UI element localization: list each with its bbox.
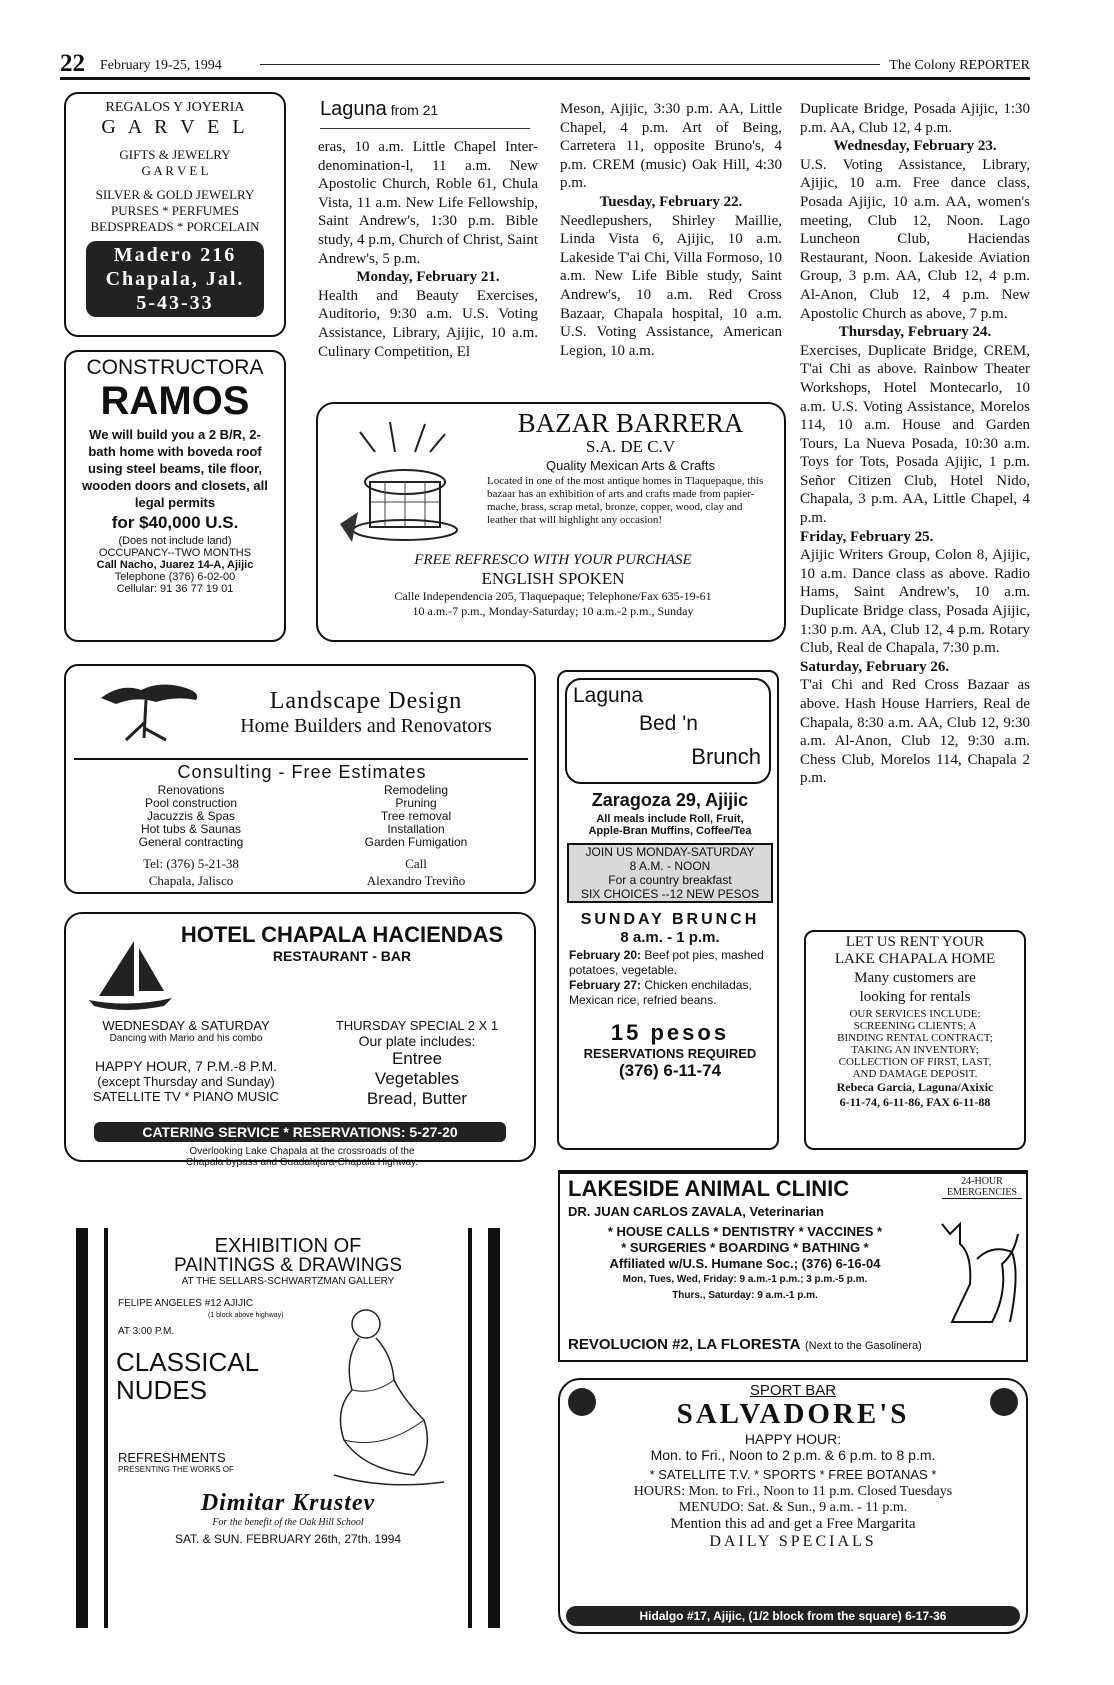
salvadore-line: Mention this ad and get a Free Margarita	[670, 1516, 916, 1532]
hotel-header	[146, 922, 538, 964]
bazar-title-block	[483, 408, 778, 527]
exhibit-right-thin	[468, 1228, 472, 1628]
garvel-address	[86, 241, 264, 317]
rent-line: AND DAMAGE DEPOSIT.	[852, 1068, 978, 1080]
header-rule	[260, 64, 880, 65]
landscape-left-list	[106, 784, 276, 887]
exhibit-line: For the benefit of the Oak Hill School	[212, 1517, 364, 1528]
exhibit-dates: SAT. & SUN. FEBRUARY 26th, 27th. 1994	[174, 1532, 402, 1546]
brunch-includes: Apple-Bran Muffins, Coffee/Tea	[588, 825, 752, 837]
exhibition-ad	[76, 1228, 500, 1638]
garvel-phone: 5-43-33	[136, 292, 214, 314]
day-heading: Friday, February 25.	[800, 528, 934, 545]
hotel-left	[76, 1018, 296, 1104]
header-bar	[60, 77, 1030, 80]
column-text: Duplicate Bridge, Posada Ajijic, 1:30 p.m. AA, Club 12, 4 p.m.	[800, 101, 1030, 136]
service-item: Tree removal	[380, 809, 452, 823]
brunch-title: Bed 'n	[639, 712, 698, 735]
rent-line: Many customers are	[854, 970, 976, 986]
menu-date: February 20:	[569, 948, 642, 962]
clinic-next: (Next to the Gasolinera)	[804, 1340, 922, 1352]
clinic-name: LAKESIDE ANIMAL CLINIC	[568, 1176, 850, 1201]
column-text: Health and Beauty Exercises, Auditorio, 9:30 a.m. U.S. Voting Assistance, Library, Ajijic, 10 a.m. Culinary Competition, El	[318, 287, 538, 360]
ramos-line: Call Nacho, Juarez 14-A, Ajijic	[96, 559, 254, 571]
day-heading: Saturday, February 26.	[800, 658, 950, 675]
rent-line: SCREENING CLIENTS; A	[853, 1020, 977, 1032]
exhibit-line: PAINTINGS & DRAWINGS	[173, 1255, 403, 1276]
sunday-brunch: SUNDAY BRUNCH	[580, 911, 760, 928]
tree-icon	[96, 678, 206, 748]
menu-text: Beef pot pies, mashed potatoes, vegetable.	[569, 948, 764, 977]
salvadore-dot-right	[990, 1388, 1018, 1416]
column-text: Exercises, Duplicate Bridge, CREM, T'ai Chi as above. Rainbow Theater Workshops, Hotel Montecarlo, 10 a.m. U.S. Voting Assistance, Morelos 114, 10 a.m. House and Garden Tours, La Nueva Posada, 10:30 a.m. Toys for Tots, Posada Ajijic, 1 p.m. Señor Citizen Club, Hotel Nido, Chapala, 3 p.m. AA, Little Chapel, 4 p.m.	[800, 342, 1030, 527]
exhibit-left-thin	[104, 1228, 108, 1628]
cat-dog-illustration	[932, 1204, 1024, 1326]
landscape-title	[216, 688, 516, 738]
exhibit-right-bar	[488, 1228, 500, 1628]
landscape-builders: Home Builders and Renovators	[240, 715, 492, 737]
column-2-heading	[320, 98, 520, 124]
hotel-sub: RESTAURANT - BAR	[272, 948, 412, 964]
column-text: eras, 10 a.m. Little Chapel Inter-denomination-l, 11 a.m. New Apostolic Church, Roble 61, Chula Vista, 11 a.m. New Life Fellowship, Saint Andrew's, 1:30 p.m. Bible study, 4 p.m, Church of Christ, Saint Andrew's, 5 p.m.	[318, 139, 538, 267]
exhibit-line: NUDES	[116, 1375, 208, 1405]
rent-line: Rebeca Garcia, Laguna/Axixic	[836, 1080, 994, 1094]
clinic-emergency	[942, 1176, 1022, 1199]
brunch-title-box	[565, 678, 771, 784]
page-number: 22	[60, 50, 85, 77]
ramos-ad	[64, 350, 286, 642]
service-item: Pruning	[395, 796, 437, 810]
daily-specials: DAILY SPECIALS	[709, 1533, 877, 1550]
rent-line: TAKING AN INVENTORY;	[851, 1044, 979, 1056]
clinic-services	[560, 1224, 930, 1304]
hotel-line: Bread, Butter	[366, 1089, 468, 1108]
landscape-design: Landscape Design	[269, 688, 463, 714]
brunch-price: 15 pesos	[610, 1020, 730, 1045]
salvadore-line: MENUDO: Sat. & Sun., 9 a.m. - 11 p.m.	[678, 1500, 908, 1515]
clinic-line: Affiliated w/U.S. Humane Soc.; (376) 6-16-04	[609, 1256, 881, 1271]
salvadore-name: SALVADORE'S	[676, 1398, 910, 1430]
bazar-barrera-ad	[316, 402, 786, 642]
landscape-tel: Tel: (376) 5-21-38	[143, 856, 239, 871]
column-text: Meson, Ajijic, 3:30 p.m. AA, Little Chapel, 4 p.m. Art of Being, Carretera 11, opposite Bruno's, 4 p.m. CREM (music) Oak Hill, 4:30 p.m.	[560, 101, 782, 192]
brunch-title: Brunch	[691, 744, 761, 769]
service-item: Renovations	[157, 783, 225, 797]
brunch-address: Zaragoza 29, Ajijic	[591, 790, 749, 810]
exhibit-artist-block	[116, 1490, 460, 1546]
fountain-illustration	[330, 412, 480, 552]
exhibit-location	[118, 1298, 318, 1338]
exhibit-title-block	[116, 1348, 316, 1404]
join-line: SIX CHOICES --12 NEW PESOS	[580, 887, 760, 901]
hotel-line: Overlooking Lake Chapala at the crossroads of the	[189, 1146, 415, 1157]
laguna-title: Laguna	[320, 98, 387, 120]
ramos-line: (Does not include land)	[118, 535, 232, 547]
ramos-title: RAMOS	[100, 379, 250, 423]
salvadore-line: Mon. to Fri., Noon to 2 p.m. & 6 p.m. to 8 p.m.	[650, 1447, 936, 1463]
day-heading: Thursday, February 24.	[838, 324, 992, 341]
service-item: Garden Fumigation	[364, 835, 468, 849]
bazar-sa: S.A. DE C.V	[585, 437, 676, 456]
rent-line: BINDING RENTAL CONTRACT;	[837, 1032, 993, 1044]
clinic-doctor: DR. JUAN CARLOS ZAVALA, Veterinarian	[568, 1204, 824, 1219]
page-header	[60, 50, 1030, 76]
exhibit-line: AT 3:00 P.M.	[118, 1326, 175, 1337]
brunch-menu	[559, 946, 781, 1010]
exhibit-line: FELIPE ANGELES #12 AJIJIC	[118, 1298, 254, 1309]
landscape-right-list	[331, 784, 501, 887]
landscape-rule	[74, 758, 528, 760]
join-line: 8 A.M. - NOON	[629, 859, 711, 873]
paper-name: The Colony REPORTER	[889, 58, 1030, 73]
landscape-contact: Alexandro Treviño	[366, 873, 466, 888]
hotel-name: HOTEL CHAPALA HACIENDAS	[180, 922, 504, 947]
clinic-address: REVOLUCION #2, LA FLORESTA	[568, 1336, 801, 1353]
exhibit-line: PRESENTING THE WORKS OF	[118, 1465, 234, 1474]
brunch-phone: (376) 6-11-74	[618, 1061, 722, 1080]
service-item: Jacuzzis & Spas	[146, 809, 236, 823]
hotel-line: SATELLITE TV * PIANO MUSIC	[93, 1089, 279, 1104]
salvadore-dot-left	[568, 1388, 596, 1416]
hotel-overlook	[66, 1146, 538, 1168]
bazar-name: BAZAR BARRERA	[517, 408, 744, 438]
hotel-right	[306, 1018, 528, 1109]
garvel-street: Madero 216	[113, 244, 237, 266]
happy-hour: HAPPY HOUR:	[744, 1431, 842, 1447]
brunch-reservations: RESERVATIONS REQUIRED	[583, 1046, 757, 1061]
clinic-line: * HOUSE CALLS * DENTISTRY * VACCINES *	[607, 1224, 883, 1239]
garvel-line: BEDSPREADS * PORCELAIN	[90, 219, 260, 234]
service-item: Hot tubs & Saunas	[140, 822, 242, 836]
hotel-line: Our plate includes:	[358, 1033, 476, 1049]
heading-rule	[320, 128, 530, 129]
clinic-line: Mon, Tues, Wed, Friday: 9 a.m.-1 p.m.; 3 p.m.-5 p.m.	[622, 1274, 868, 1285]
day-heading: Tuesday, February 22.	[599, 193, 743, 210]
ramos-body: We will build you a 2 B/R, 2-bath home with boveda roof using steel beams, tile floor, wooden doors and closets, all legal permits	[82, 427, 268, 510]
column-text: U.S. Voting Assistance, Library, Ajijic, 10 a.m. Free dance class, Posada Ajijic, 10 a.m. AA, women's meeting, Club 12, Noon. Lago Luncheon Club, Haciendas Restaurant, Noon. Lakeside Aviation Group, 3 p.m. AA, Club 12, 4 p.m. Al-Anon, Club 12, 4 p.m. New Apostolic Church as above, 7 p.m.	[800, 156, 1030, 322]
issue-date: February 19-25, 1994	[100, 58, 222, 73]
hotel-chapala-ad	[64, 912, 536, 1168]
exhibit-refresh	[118, 1450, 368, 1474]
exhibit-heading	[116, 1236, 460, 1287]
artist-name: Dimitar Krustev	[200, 1490, 376, 1516]
column-3-text	[560, 100, 782, 390]
rent-line: 6-11-74, 6-11-86, FAX 6-11-88	[839, 1095, 991, 1109]
exhibit-line: (1 block above highway)	[208, 1312, 284, 1319]
rent-line: LAKE CHAPALA HOME	[834, 951, 996, 967]
hotel-line: Dancing with Mario and his combo	[109, 1033, 263, 1044]
column-2-text	[318, 138, 538, 390]
salvadore-line: HOURS: Mon. to Fri., Noon to 11 p.m. Closed Tuesdays	[633, 1484, 953, 1499]
rent-line: COLLECTION OF FIRST, LAST,	[838, 1056, 992, 1068]
garvel-line: SILVER & GOLD JEWELRY	[95, 187, 255, 202]
exhibit-left-bar	[76, 1228, 88, 1628]
bazar-tagline: Quality Mexican Arts & Crafts	[545, 458, 716, 473]
service-item: Installation	[387, 822, 445, 836]
garvel-city: Chapala, Jal.	[105, 268, 245, 290]
rent-line: looking for rentals	[859, 989, 971, 1005]
bazar-refresco: FREE REFRESCO WITH YOUR PURCHASE	[414, 552, 692, 568]
day-heading: Wednesday, February 23.	[833, 138, 997, 155]
column-4-text	[800, 100, 1030, 920]
clinic-line: * SURGERIES * BOARDING * BATHING *	[621, 1240, 869, 1255]
column-text: Ajijic Writers Group, Colon 8, Ajijic, 10 a.m. Dance class as above. Radio Hams, Saint Andrew's, 10 a.m. Duplicate Bridge class, Posada Ajijic, 1:30 p.m. AA, Club 12, 4 p.m. Rotary Club, Real de Chapala, 7:30 p.m.	[800, 547, 1030, 657]
landscape-consult: Consulting - Free Estimates	[177, 762, 427, 782]
ramos-line: Cellular: 91 36 77 19 01	[116, 583, 234, 595]
bazar-address: Calle Independencia 205, Tlaquepaque; Telephone/Fax 635-19-61	[394, 589, 712, 603]
emergency-line: 24-HOUR	[961, 1176, 1003, 1187]
hotel-line: THURSDAY SPECIAL 2 X 1	[335, 1018, 499, 1033]
brunch-details	[559, 790, 781, 1081]
hotel-line: WEDNESDAY & SATURDAY	[102, 1018, 270, 1033]
garvel-line: G A R V E L	[141, 163, 209, 178]
brunch-join-box	[567, 843, 773, 903]
garvel-line: GIFTS & JEWELRY	[119, 147, 231, 162]
hotel-line: HAPPY HOUR, 7 P.M.-8 P.M.	[94, 1058, 278, 1074]
from-label: from 21	[390, 102, 439, 118]
landscape-ad	[64, 664, 536, 894]
ramos-line: CONSTRUCTORA	[86, 356, 264, 379]
salvadore-address: Hidalgo #17, Ajijic, (1/2 block from the square) 6-17-36	[566, 1606, 1020, 1626]
ramos-line: OCCUPANCY--TWO MONTHS	[98, 547, 252, 559]
join-line: JOIN US MONDAY-SATURDAY	[585, 845, 755, 859]
service-item: General contracting	[138, 835, 244, 849]
menu-text: Chicken enchiladas, Mexican rice, refried beans.	[569, 978, 752, 1007]
garvel-line: REGALOS Y JOYERIA	[105, 100, 245, 115]
bazar-footer	[318, 552, 788, 619]
garvel-ad	[64, 92, 286, 337]
hotel-line: Entree	[391, 1049, 443, 1068]
rental-ad	[804, 930, 1026, 1150]
service-item: Pool construction	[144, 796, 238, 810]
ramos-line: Telephone (376) 6-02-00	[114, 571, 236, 583]
bazar-english: ENGLISH SPOKEN	[481, 569, 625, 588]
animal-clinic-ad	[558, 1170, 1028, 1362]
hotel-catering: CATERING SERVICE * RESERVATIONS: 5-27-20	[94, 1122, 506, 1142]
hotel-line: Vegetables	[374, 1069, 460, 1088]
exhibit-line: CLASSICAL	[116, 1347, 260, 1377]
sport-bar: SPORT BAR	[749, 1382, 837, 1399]
column-text: T'ai Chi and Red Cross Bazaar as above. Hash House Harriers, Real de Chapala, 8:30 a.m. AA, Club 12, 9:30 a.m. Al-Anon, Club 12, 9:30 a.m. Chess Club, Morelos 114, Chapala 2 p.m.	[800, 677, 1030, 787]
clinic-line: Thurs., Saturday: 9 a.m.-1 p.m.	[672, 1290, 818, 1301]
service-item: Remodeling	[383, 783, 449, 797]
ramos-price: for $40,000 U.S.	[111, 513, 239, 532]
salvadore-line: * SATELLITE T.V. * SPORTS * FREE BOTANAS *	[649, 1467, 937, 1482]
column-text: Needlepushers, Shirley Maillie, Linda Vista 6, Ajijic, 10 a.m. Lakeside T'ai Chi, Villa Formoso, 10 a.m. New Life Bible study, Saint Andrew's, 10 a.m. Red Cross Bazaar, Chapala hospital, 10 a.m. U.S. Voting Assistance, American Legion, 10 a.m.	[560, 212, 782, 359]
landscape-call: Call	[405, 856, 427, 871]
clinic-address-row	[568, 1336, 1018, 1354]
bazar-body: Located in one of the most antique homes in Tlaquepaque, this bazaar has an exhibition of arts and crafts made from papier-mache, brass, scrap metal, bronze, copper, wood, clay and leather that will highlight any occasion!	[487, 475, 764, 526]
exhibit-line: REFRESHMENTS	[118, 1450, 226, 1465]
rent-line: OUR SERVICES INCLUDE:	[849, 1008, 981, 1020]
exhibit-line: EXHIBITION OF	[214, 1235, 362, 1257]
join-line: For a country breakfast	[608, 873, 732, 887]
hotel-line: (except Thursday and Sunday)	[97, 1074, 275, 1089]
day-heading: Monday, February 21.	[356, 269, 500, 286]
bazar-hours: 10 a.m.-7 p.m., Monday-Saturday; 10 a.m.-2 p.m., Sunday	[412, 604, 694, 618]
emergency-line: EMERGENCIES	[947, 1187, 1017, 1198]
brunch-title: Laguna	[573, 684, 644, 707]
salvadores-ad	[558, 1378, 1028, 1634]
landscape-city: Chapala, Jalisco	[148, 873, 234, 888]
menu-date: February 27:	[569, 978, 642, 992]
garvel-line: PURSES * PERFUMES	[111, 203, 239, 218]
brunch-includes: All meals include Roll, Fruit,	[596, 813, 744, 825]
garvel-line: G A R V E L	[101, 116, 249, 138]
brunch-time: 8 a.m. - 1 p.m.	[620, 929, 720, 946]
bed-n-brunch-ad	[557, 670, 779, 1150]
exhibit-line: AT THE SELLARS-SCHWARTZMAN GALLERY	[181, 1276, 395, 1287]
rent-line: LET US RENT YOUR	[845, 934, 985, 950]
hotel-line: Chapala bypass and Guadalajara-Chapala Highway.	[185, 1157, 419, 1168]
